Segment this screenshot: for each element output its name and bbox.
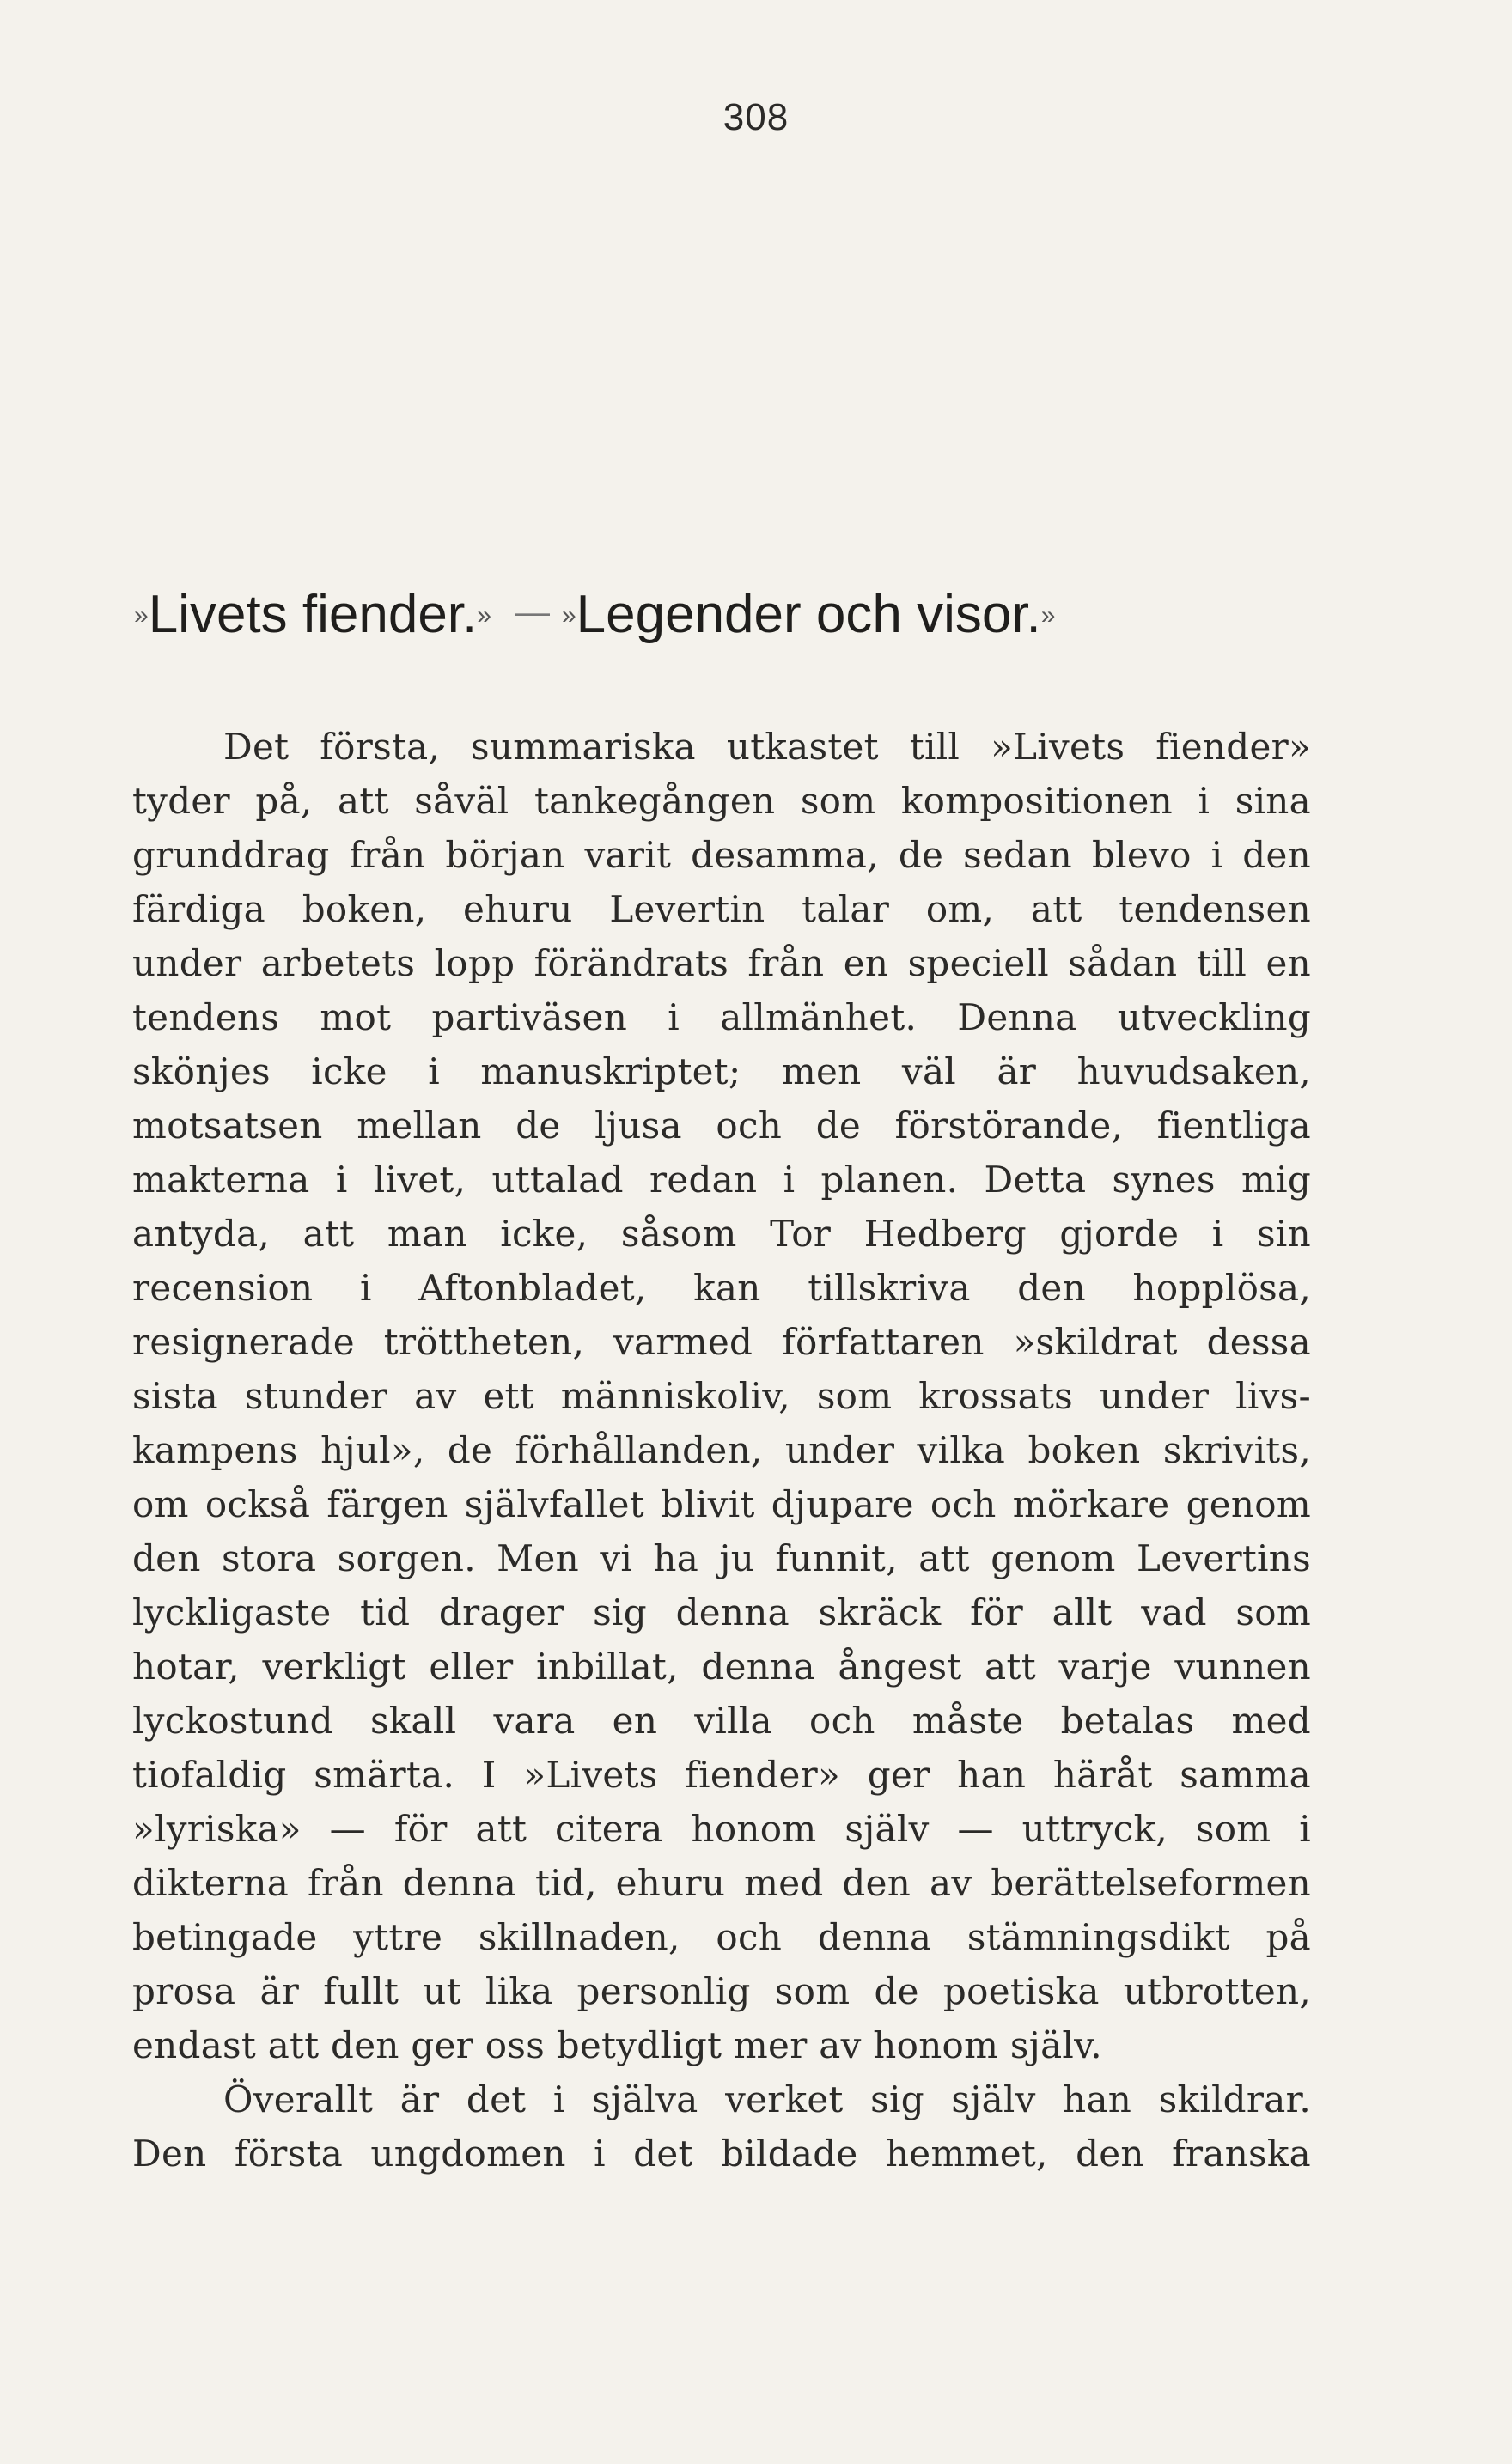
text-line: makterna i livet, uttalad redan i planen. Detta synes mig bbox=[132, 1159, 1311, 1201]
page-number: 308 bbox=[722, 96, 790, 138]
heading-close-quote: » bbox=[477, 601, 491, 630]
heading-dash: — bbox=[515, 593, 550, 631]
text-line: lyckostund skall vara en villa och måste betalas med bbox=[132, 1700, 1311, 1742]
heading-title-livets-fiender: Livets fiender. bbox=[148, 585, 478, 644]
text-line: Den första ungdomen i det bildade hemmet, den franska bbox=[132, 2132, 1311, 2175]
text-line: tyder på, att såväl tankegången som kompositionen i sina bbox=[132, 780, 1311, 822]
text-line: antyda, att man icke, såsom Tor Hedberg gjorde i sin bbox=[132, 1213, 1311, 1255]
text-line: betingade yttre skillnaden, och denna stämningsdikt på bbox=[132, 1916, 1311, 1958]
text-line: skönjes icke i manuskriptet; men väl är huvudsaken, bbox=[132, 1050, 1311, 1092]
text-line: lyckligaste tid drager sig denna skräck för allt vad som bbox=[132, 1591, 1311, 1634]
text-line: Det första, summariska utkastet till »Livets fiender» bbox=[223, 726, 1311, 768]
text-line: endast att den ger oss betydligt mer av honom själv. bbox=[132, 2024, 1102, 2066]
text-line: under arbetets lopp förändrats från en speciell sådan till en bbox=[132, 942, 1311, 984]
text-line: tiofaldig smärta. I »Livets fiender» ger han häråt samma bbox=[132, 1754, 1311, 1796]
text-line: färdiga boken, ehuru Levertin talar om, att tendensen bbox=[132, 888, 1311, 930]
text-line: sista stunder av ett människoliv, som krossats under livs- bbox=[132, 1375, 1311, 1417]
text-line: resignerade tröttheten, varmed författaren »skildrat dessa bbox=[132, 1321, 1311, 1363]
text-line: »lyriska» — för att citera honom själv — uttryck, som i bbox=[132, 1808, 1311, 1850]
text-line: prosa är fullt ut lika personlig som de poetiska utbrotten, bbox=[132, 1970, 1311, 2012]
chapter-heading bbox=[134, 584, 1320, 645]
text-line: motsatsen mellan de ljusa och de förstörande, fientliga bbox=[132, 1104, 1311, 1147]
text-line: kampens hjul», de förhållanden, under vilka boken skrivits, bbox=[132, 1429, 1311, 1471]
text-line: recension i Aftonbladet, kan tillskriva den hopplösa, bbox=[132, 1267, 1311, 1309]
heading-open-quote: » bbox=[561, 601, 576, 630]
text-line: hotar, verkligt eller inbillat, denna ångest att varje vunnen bbox=[132, 1646, 1311, 1688]
text-line: tendens mot partiväsen i allmänhet. Denna utveckling bbox=[132, 996, 1311, 1038]
text-line: den stora sorgen. Men vi ha ju funnit, att genom Levertins bbox=[132, 1537, 1311, 1579]
body-text bbox=[132, 720, 1311, 2181]
text-line: Överallt är det i själva verket sig själv han skildrar. bbox=[223, 2078, 1311, 2120]
heading-open-quote: » bbox=[134, 601, 149, 630]
heading-close-quote: » bbox=[1040, 601, 1056, 630]
text-line: dikterna från denna tid, ehuru med den av berättelseformen bbox=[132, 1862, 1311, 1904]
heading-title-legender-och-visor: Legender och visor. bbox=[576, 585, 1041, 644]
text-line: om också färgen självfallet blivit djupare och mörkare genom bbox=[132, 1483, 1311, 1525]
text-line: grunddrag från början varit desamma, de sedan blevo i den bbox=[132, 834, 1311, 876]
